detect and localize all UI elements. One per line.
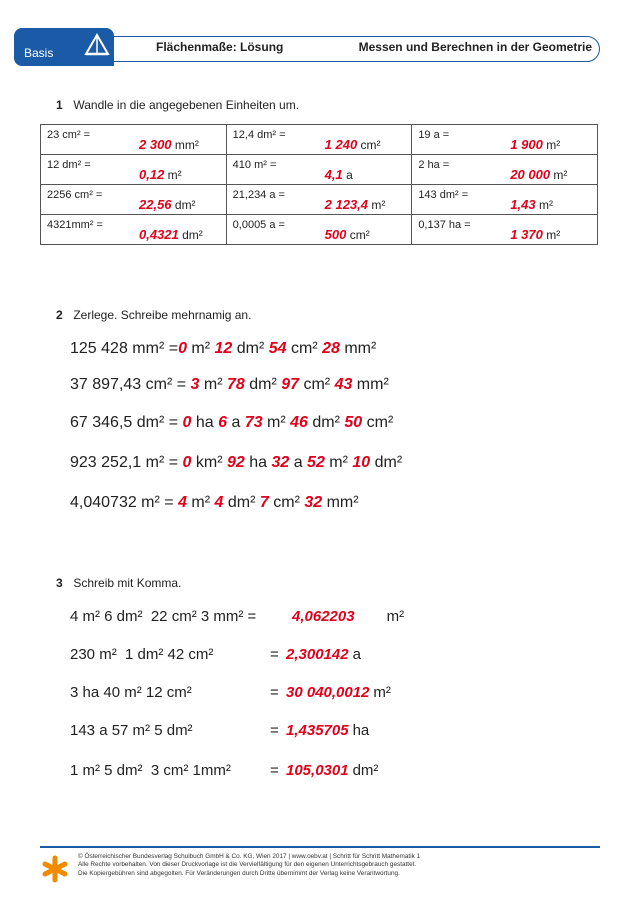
- table-row: [41, 185, 598, 215]
- answer-value: 4: [178, 494, 187, 511]
- answer: [286, 762, 378, 779]
- basis-badge: [14, 28, 114, 66]
- unit: a: [227, 414, 245, 431]
- table-cell: [226, 125, 412, 155]
- unit: m²: [199, 376, 227, 393]
- unit: dm²: [307, 414, 345, 431]
- answer-value: 10: [352, 454, 371, 471]
- comma-line: [70, 722, 370, 739]
- table-cell: [412, 155, 598, 185]
- question-text: 12,4 dm² =: [232, 129, 286, 141]
- answer: [292, 608, 404, 625]
- unit: dm²: [244, 376, 282, 393]
- triangle-logo-icon: [84, 32, 110, 58]
- question-text: 4321mm² =: [47, 219, 103, 231]
- answer-value: 43: [334, 376, 353, 393]
- answer-unit: ha: [352, 722, 370, 739]
- answer-unit: m²: [167, 168, 182, 182]
- task-number: 2: [56, 308, 63, 322]
- task-instruction: Schreib mit Komma.: [73, 576, 182, 590]
- unit: cm²: [299, 376, 335, 393]
- answer-value: 32: [271, 454, 290, 471]
- comma-line: [70, 646, 361, 663]
- unit: cm²: [362, 414, 394, 431]
- question-text: 19 a =: [418, 129, 450, 141]
- footer-divider: [40, 846, 600, 848]
- answer: [286, 722, 369, 739]
- footer-line: Die Kopiergebühren sind abgegolten. Für Veränderungen durch Dritte übernimmt der Verlag keine Verantwortung.: [78, 869, 400, 877]
- table-cell: [226, 155, 412, 185]
- comma-line: [70, 684, 391, 701]
- answer: [510, 197, 553, 212]
- unit: ha: [191, 414, 219, 431]
- footer-copyright: [78, 853, 420, 878]
- unit: ha: [244, 454, 272, 471]
- question-text: 143 dm² =: [418, 189, 469, 201]
- answer-value: 105,0301: [286, 762, 349, 779]
- answer-value: 46: [290, 414, 308, 431]
- answer: [139, 137, 199, 152]
- answer-unit: m²: [373, 684, 391, 701]
- answer-value: 1 240: [324, 137, 358, 152]
- answer: [325, 167, 353, 182]
- unit: mm²: [339, 340, 377, 357]
- decomposition-line: [70, 494, 359, 512]
- unit: a: [289, 454, 308, 471]
- answer: [510, 137, 560, 152]
- table-cell: [41, 185, 227, 215]
- answer-value: 32: [304, 494, 323, 511]
- unit: m²: [186, 494, 215, 511]
- question-text: 21,234 a =: [232, 189, 285, 201]
- question-text: 0,0005 a =: [232, 219, 285, 231]
- answer-unit: cm²: [349, 228, 370, 242]
- answer-value: 7: [259, 494, 269, 511]
- equals-sign: =: [270, 684, 279, 701]
- answer-value: 2 300: [139, 137, 172, 152]
- answer-unit: dm²: [352, 762, 379, 779]
- answer-value: 20 000: [510, 167, 551, 182]
- answer-value: 12: [214, 340, 233, 357]
- unit: m²: [186, 340, 215, 357]
- equals-sign: =: [270, 722, 279, 739]
- answer-value: 0: [182, 414, 192, 431]
- answer: [510, 227, 560, 242]
- decomposition-line: [70, 414, 393, 432]
- unit: dm²: [370, 454, 403, 471]
- answer-unit: dm²: [182, 228, 203, 242]
- answer-unit: cm²: [360, 138, 381, 152]
- task-3-heading: [56, 576, 181, 590]
- equals-sign: =: [270, 646, 279, 663]
- table-cell: [41, 215, 227, 245]
- expression: 3 ha 40 m² 12 cm²: [70, 684, 192, 701]
- answer-value: 4,1: [324, 167, 343, 182]
- expression: 125 428 mm² =: [70, 340, 179, 357]
- answer-value: 1,43: [510, 197, 536, 212]
- table-row: [41, 125, 598, 155]
- comma-line: [70, 762, 379, 779]
- task-instruction: Wandle in die angegebenen Einheiten um.: [73, 98, 300, 112]
- answer-value: 0: [178, 340, 187, 357]
- answer: [286, 646, 361, 663]
- answer: [139, 197, 196, 212]
- answer-unit: a: [346, 168, 353, 182]
- answer-value: 1,435705: [286, 722, 349, 739]
- unit: dm²: [223, 494, 260, 511]
- question-text: 2 ha =: [418, 159, 450, 171]
- answer-unit: m²: [538, 198, 553, 212]
- answer-value: 52: [307, 454, 325, 471]
- task-number: 1: [56, 98, 63, 112]
- answer: [139, 167, 182, 182]
- comma-line: [70, 608, 405, 625]
- answer-value: 73: [244, 414, 263, 431]
- unit: km²: [191, 454, 227, 471]
- answer-value: 3: [190, 376, 200, 393]
- answer-unit: m²: [546, 228, 561, 242]
- expression: 4,040732 m² =: [70, 494, 179, 511]
- table-cell: [41, 125, 227, 155]
- decomposition-line: [70, 340, 376, 358]
- table-cell: [412, 215, 598, 245]
- answer: [325, 137, 381, 152]
- unit: mm²: [352, 376, 389, 393]
- table-row: [41, 155, 598, 185]
- table-cell: [41, 155, 227, 185]
- question-text: 2256 cm² =: [47, 189, 103, 201]
- expression: 37 897,43 cm² =: [70, 376, 191, 393]
- answer-value: 500: [324, 227, 347, 242]
- expression: 230 m² 1 dm² 42 cm²: [70, 646, 214, 663]
- answer-value: 2,300142: [286, 646, 349, 663]
- table-cell: [412, 125, 598, 155]
- answer-value: 97: [281, 376, 300, 393]
- table-cell: [226, 215, 412, 245]
- unit: m²: [324, 454, 353, 471]
- question-text: 12 dm² =: [47, 159, 91, 171]
- expression: 4 m² 6 dm² 22 cm² 3 mm² =: [70, 608, 257, 625]
- table-cell: [412, 185, 598, 215]
- answer-unit: a: [352, 646, 361, 663]
- conversion-table: [40, 124, 598, 245]
- footer-line: © Österreichischer Bundesverlag Schulbuch GmbH & Co. KG, Wien 2017 | www.oebv.at | Schritt für Schritt Mathematik 1: [78, 853, 421, 860]
- question-text: 410 m² =: [232, 159, 277, 171]
- answer-value: 0: [182, 454, 192, 471]
- answer: [325, 227, 370, 242]
- task-instruction: Zerlege. Schreibe mehrnamig an.: [73, 308, 252, 322]
- task-2-heading: [56, 308, 251, 322]
- table-row: [41, 215, 598, 245]
- equals-sign: =: [270, 762, 279, 779]
- answer-unit: m²: [546, 138, 561, 152]
- answer-value: 28: [322, 340, 340, 357]
- expression: 1 m² 5 dm² 3 cm² 1mm²: [70, 762, 231, 779]
- task-1-heading: [56, 98, 299, 112]
- expression: 923 252,1 m² =: [70, 454, 183, 471]
- answer-value: 4: [214, 494, 224, 511]
- answer-unit: m²: [386, 608, 405, 625]
- unit: mm²: [322, 494, 359, 511]
- unit: cm²: [268, 494, 305, 511]
- answer-value: 1 900: [510, 137, 543, 152]
- answer-value: 78: [226, 376, 245, 393]
- decomposition-line: [70, 376, 389, 394]
- subject-title: Messen und Berechnen in der Geometrie: [358, 40, 592, 54]
- answer: [139, 227, 203, 242]
- answer: [510, 167, 567, 182]
- answer-value: 1 370: [510, 227, 543, 242]
- footer-line: Alle Rechte vorbehalten. Von dieser Druckvorlage ist die Vervielfältigung für den eigenen Unterrichtsgebrauch gestattet.: [78, 861, 417, 869]
- unit: cm²: [286, 340, 323, 357]
- answer-value: 92: [226, 454, 245, 471]
- answer-value: 54: [268, 340, 287, 357]
- answer-unit: m²: [553, 168, 568, 182]
- question-text: 0,137 ha =: [418, 219, 471, 231]
- question-text: 23 cm² =: [47, 129, 91, 141]
- answer-value: 0,12: [139, 167, 165, 182]
- answer-value: 0,4321: [139, 227, 179, 242]
- answer-value: 6: [218, 414, 228, 431]
- answer-unit: mm²: [174, 138, 199, 152]
- answer-unit: dm²: [174, 198, 196, 212]
- publisher-logo-icon: [40, 854, 70, 884]
- unit: m²: [262, 414, 291, 431]
- answer-unit: m²: [371, 198, 386, 212]
- answer: [286, 684, 391, 701]
- answer-value: 50: [344, 414, 363, 431]
- answer-value: 30 040,0012: [286, 684, 370, 701]
- decomposition-line: [70, 454, 402, 472]
- expression: 67 346,5 dm² =: [70, 414, 183, 431]
- answer-value: 2 123,4: [324, 197, 369, 212]
- answer-value: 4,062203: [292, 608, 355, 625]
- page-title: Flächenmaße: Lösung: [156, 40, 284, 54]
- answer-value: 22,56: [139, 197, 172, 212]
- unit: dm²: [232, 340, 269, 357]
- expression: 143 a 57 m² 5 dm²: [70, 722, 193, 739]
- answer: [325, 197, 386, 212]
- table-cell: [226, 185, 412, 215]
- task-number: 3: [56, 576, 63, 590]
- basis-label: Basis: [24, 46, 54, 60]
